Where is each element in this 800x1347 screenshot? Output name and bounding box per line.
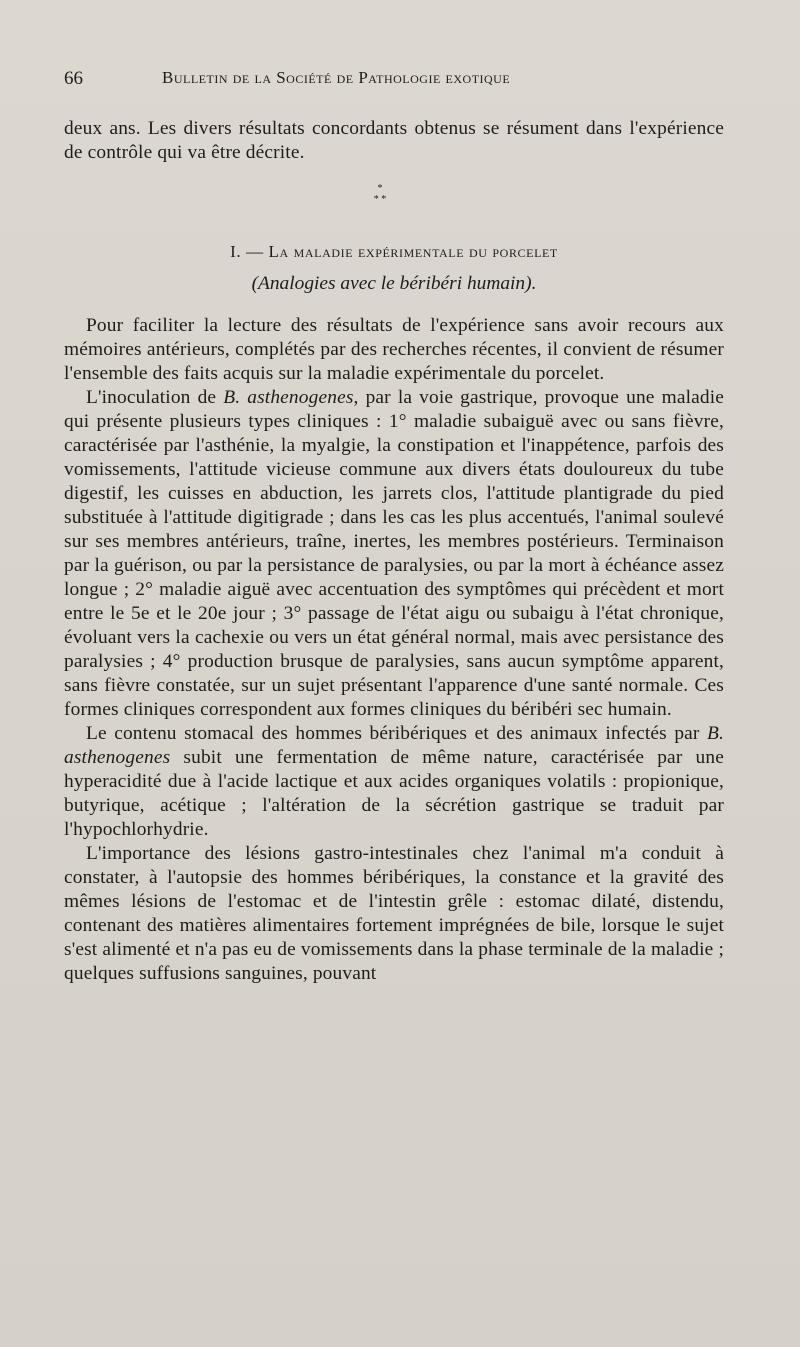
species-name: B. asthenogenes <box>64 723 724 768</box>
separator-top-star: * <box>377 183 383 194</box>
intro-paragraph <box>64 117 724 165</box>
section-number: I. — <box>230 242 264 261</box>
journal-title: Bulletin de la Société de Pathologie exotique <box>162 68 511 87</box>
page-number: 66 <box>64 68 83 89</box>
section-separator <box>350 183 410 205</box>
section-title: La maladie expérimentale du porcelet <box>268 242 558 261</box>
paragraph-4: L'importance des lésions gastro-intestinales chez l'animal m'a conduit à constater, à l'autopsie des hommes béribériques, la constance et la gravité des mêmes lésions de l'estomac et de l'intestin grêle : estomac dilaté, distendu, contenant des matières alimentaires fortement imprégnées de bile, lorsque le sujet s'est alimenté et n'a pas eu de vomissements dans la phase terminale de la maladie ; quelques suffusions sanguines, pouvant <box>64 843 724 984</box>
running-head <box>64 68 724 94</box>
paragraph-3-start: Le contenu stomacal des hommes béribériques et des animaux infectés par <box>86 723 707 744</box>
paragraph-2-start: L'inoculation de <box>86 387 224 408</box>
paragraph-3-rest: subit une fermentation de même nature, caractérisée par une hyperacidité due à l'acide lactique et aux acides organiques volatils : propionique, butyrique, acétique ; l'altération de la sécrétion gastrique se traduit par l'hypochlorhydrie. <box>64 747 724 840</box>
paragraph-2-rest: , par la voie gastrique, provoque une maladie qui présente plusieurs types cliniques : 1° maladie subaiguë avec ou sans fièvre, caractérisée par l'asthénie, la myalgie, la constipation et l'inappétence, parfois des vomissements, l'attitude vicieuse commune aux divers états douloureux du tube digestif, les cuisses en abduction, les jarrets clos, l'attitude plantigrade du pied substituée à l'attitude digitigrade ; dans les cas les plus accentués, l'animal soulevé sur ses membres antérieurs, traîne, inertes, les membres postérieurs. Terminaison par la guérison, ou par la persistance de paralysies, ou par la mort à échéance assez longue ; 2° maladie aiguë avec accentuation des symptômes qui précèdent et mort entre le 5e et le 20e jour ; 3° passage de l'état aigu ou subaigu à l'état chronique, évoluant vers la cachexie ou vers un état général normal, mais avec persistance des paralysies ; 4° production brusque de paralysies, sans aucun symptôme apparent, sans fièvre constatée, sur un sujet présentant l'apparence d'une santé normale. Ces formes cliniques correspondent aux formes cliniques du béribéri sec humain. <box>64 387 725 720</box>
section-subtitle: (Analogies avec le béribéri humain). <box>251 273 537 294</box>
paragraph-3 <box>64 722 724 842</box>
separator-bottom-stars: * * <box>373 194 387 205</box>
species-name: B. asthenogenes <box>223 387 354 408</box>
intro-text: deux ans. Les divers résultats concordants obtenus se résument dans l'expérience de contrôle qui va être décrite. <box>64 118 724 163</box>
paragraph-2 <box>64 386 724 722</box>
section-heading <box>64 242 724 262</box>
body-text <box>64 314 724 986</box>
paragraph-1: Pour faciliter la lecture des résultats de l'expérience sans avoir recours aux mémoires antérieurs, complétés par des recherches récentes, il convient de résumer l'ensemble des faits acquis sur la maladie expérimentale du porcelet. <box>64 315 724 384</box>
